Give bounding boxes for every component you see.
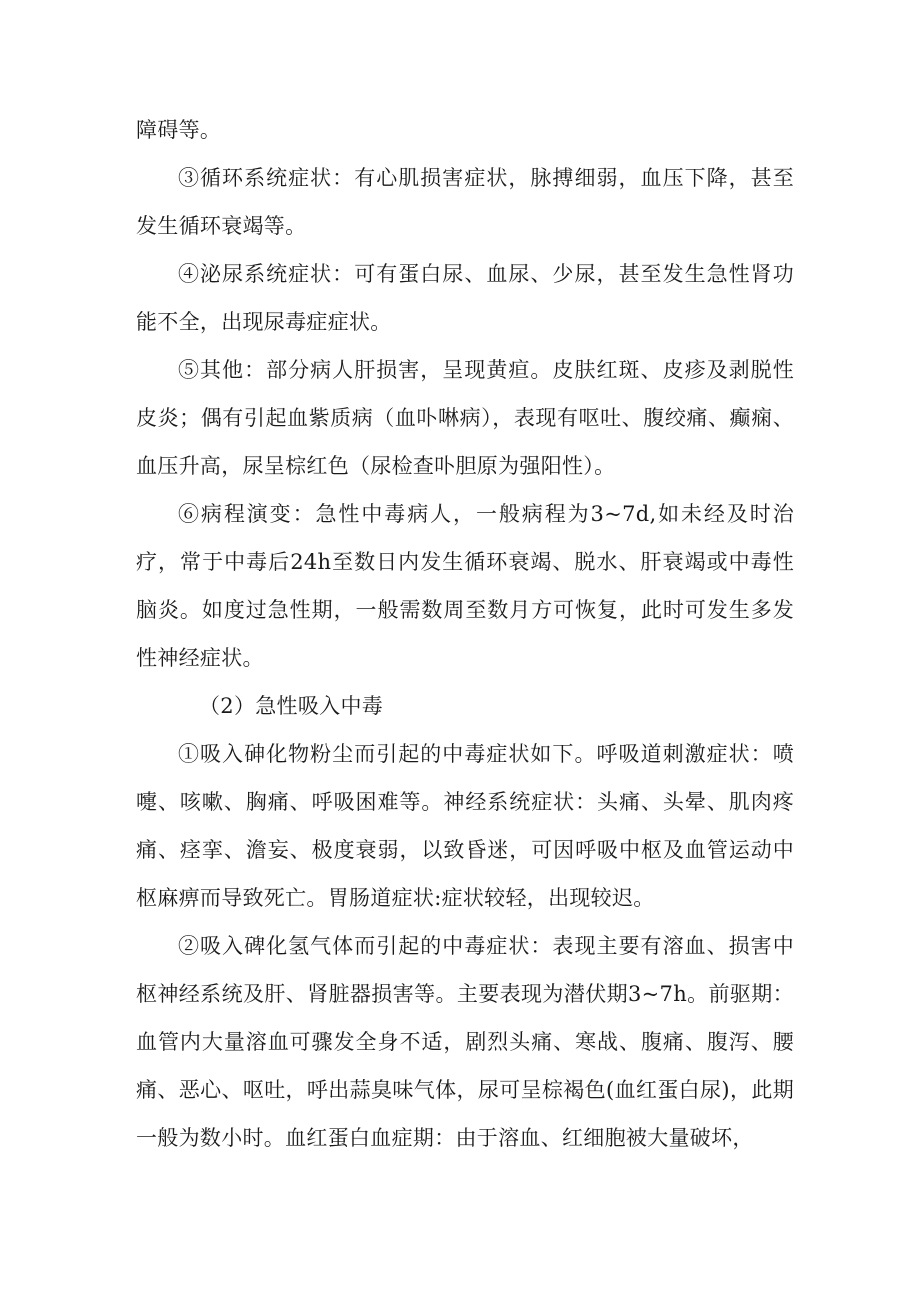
paragraph-other-symptoms: ⑤其他：部分病人肝损害，呈现黄疸。皮肤红斑、皮疹及剥脱性皮炎；偶有引起血紫质病（血卟啉病），表现有呕吐、腹绞痛、癫痫、血压升高，尿呈棕红色（尿检查卟胆原为强阳性）。	[136, 358, 794, 478]
paragraph-continuation: 障碍等。	[136, 118, 222, 142]
paragraph-arsine-gas-inhalation: ②吸入碑化氢气体而引起的中毒症状：表现主要有溶血、损害中枢神经系统及肝、肾脏器损害等。主要表现为潜伏期3~7h。前驱期：血管内大量溶血可骤发全身不适，剧烈头痛、寒战、腹痛、腹泻、腰痛、恶心、呕吐，呼出蒜臭味气体，尿可呈棕褐色(血红蛋白尿)，此期一般为数小时。血红蛋白血症期：由于溶血、红细胞被大量破坏，	[136, 934, 794, 1150]
paragraph-circulatory-symptoms: ③循环系统症状：有心肌损害症状，脉搏细弱，血压下降，甚至发生循环衰竭等。	[136, 166, 794, 238]
document-body	[136, 106, 794, 1162]
paragraph-urinary-symptoms: ④泌尿系统症状：可有蛋白尿、血尿、少尿，甚至发生急性肾功能不全，出现尿毒症症状。	[136, 262, 794, 334]
paragraph-disease-course: ⑥病程演变：急性中毒病人，一般病程为3~7d,如未经及时治疗，常于中毒后24h至数日内发生循环衰竭、脱水、肝衰竭或中毒性脑炎。如度过急性期，一般需数周至数月方可恢复，此时可发生多发性神经症状。	[136, 502, 794, 670]
paragraph-arsenic-dust-inhalation: ①吸入砷化物粉尘而引起的中毒症状如下。呼吸道刺激症状：喷嚏、咳嗽、胸痛、呼吸困难等。神经系统症状：头痛、头晕、肌肉疼痛、痉挛、澹妄、极度衰弱，以致昏迷，可因呼吸中枢及血管运动中枢麻痹而导致死亡。胃肠道症状:症状较轻，出现较迟。	[136, 742, 794, 910]
section-heading-acute-inhalation: （2）急性吸入中毒	[199, 694, 384, 718]
